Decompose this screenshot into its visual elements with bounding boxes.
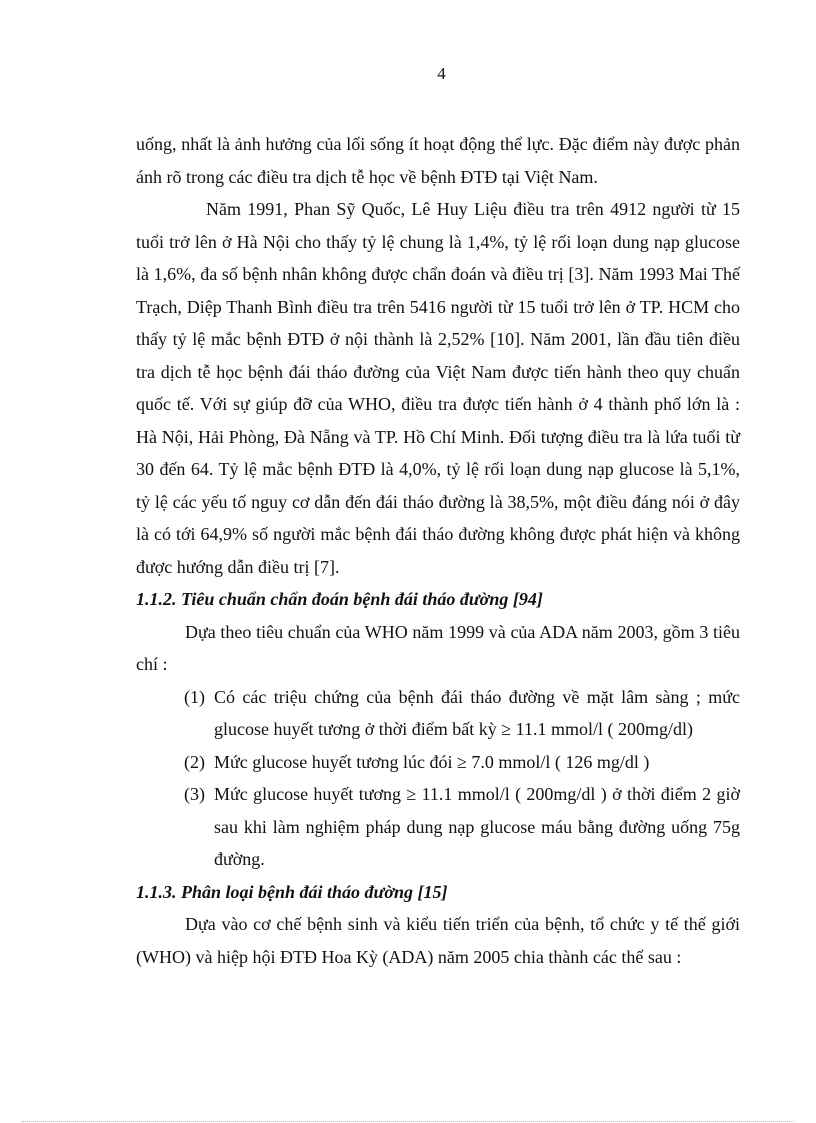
list-marker: (1) bbox=[184, 686, 205, 707]
paragraph-criteria-intro: Dựa theo tiêu chuẩn của WHO năm 1999 và của ADA năm 2003, gồm 3 tiêu chí : bbox=[136, 621, 740, 674]
paragraph-intro: uống, nhất là ảnh hưởng của lối sống ít hoạt động thể lực. Đặc điểm này được phản ánh rõ trong các điều tra dịch tễ học về bệnh ĐTĐ tại Việt Nam. bbox=[136, 134, 740, 187]
list-item-text: Mức glucose huyết tương lúc đói ≥ 7.0 mmol/l ( 126 mg/dl ) bbox=[214, 751, 650, 772]
section-heading-classification: 1.1.3. Phân loại bệnh đái tháo đường [15] bbox=[136, 881, 448, 902]
page-number: 4 bbox=[437, 64, 446, 83]
criteria-list bbox=[136, 681, 740, 876]
list-marker: (2) bbox=[184, 751, 205, 772]
list-marker: (3) bbox=[184, 784, 205, 804]
list-item-text: Có các triệu chứng của bệnh đái tháo đường về mặt lâm sàng ; mức glucose huyết tương ở thời điểm bất kỳ ≥ 11.1 mmol/l ( 200mg/dl) bbox=[214, 686, 740, 739]
list-item-text: Mức glucose huyết tương ≥ 11.1 mmol/l ( 200mg/dl ) ở thời điểm 2 giờ sau khi làm nghiệm pháp dung nạp glucose máu bằng đường uống 75g đường. bbox=[214, 784, 740, 869]
section-heading-diagnosis: 1.1.2. Tiêu chuẩn chẩn đoán bệnh đái tháo đường [94] bbox=[136, 589, 543, 609]
list-item bbox=[136, 681, 740, 746]
page-bottom-divider bbox=[22, 1121, 794, 1122]
list-item bbox=[136, 778, 740, 876]
paragraph-epidemiology: Năm 1991, Phan Sỹ Quốc, Lê Huy Liệu điều tra trên 4912 người từ 15 tuổi trở lên ở Hà Nội cho thấy tỷ lệ chung là 1,4%, tỷ lệ rối loạn dung nạp glucose là 1,6%, đa số bệnh nhân không được chẩn đoán và điều trị [3]. Năm 1993 Mai Thế Trạch, Diệp Thanh Bình điều tra trên 5416 người từ 15 tuổi trở lên ở TP. HCM cho thấy tỷ lệ mắc bệnh ĐTĐ ở nội thành là 2,52% [10]. Năm 2001, lần đầu tiên điều tra dịch tễ học bệnh đái tháo đường của Việt Nam được tiến hành theo quy chuẩn quốc tế. Với sự giúp đỡ của WHO, điều tra được tiến hành ở 4 thành phố lớn là : Hà Nội, Hải Phòng, Đà Nẵng và TP. Hồ Chí Minh. Đối tượng điều tra là lứa tuổi từ 30 đến 64. Tỷ lệ mắc bệnh ĐTĐ là 4,0%, tỷ lệ rối loạn dung nạp glucose là 5,1%, tỷ lệ các yếu tố nguy cơ dẫn đến đái tháo đường là 38,5%, một điều đáng nói ở đây là có tới 64,9% số người mắc bệnh đái tháo đường không được phát hiện và không được hướng dẫn điều trị [7]. bbox=[136, 199, 740, 577]
paragraph-classification-intro: Dựa vào cơ chế bệnh sinh và kiểu tiến triển của bệnh, tổ chức y tế thế giới (WHO) và hiệp hội ĐTĐ Hoa Kỳ (ADA) năm 2005 chia thành các thể sau : bbox=[136, 914, 740, 967]
list-item bbox=[136, 746, 740, 779]
document-body bbox=[136, 128, 740, 973]
